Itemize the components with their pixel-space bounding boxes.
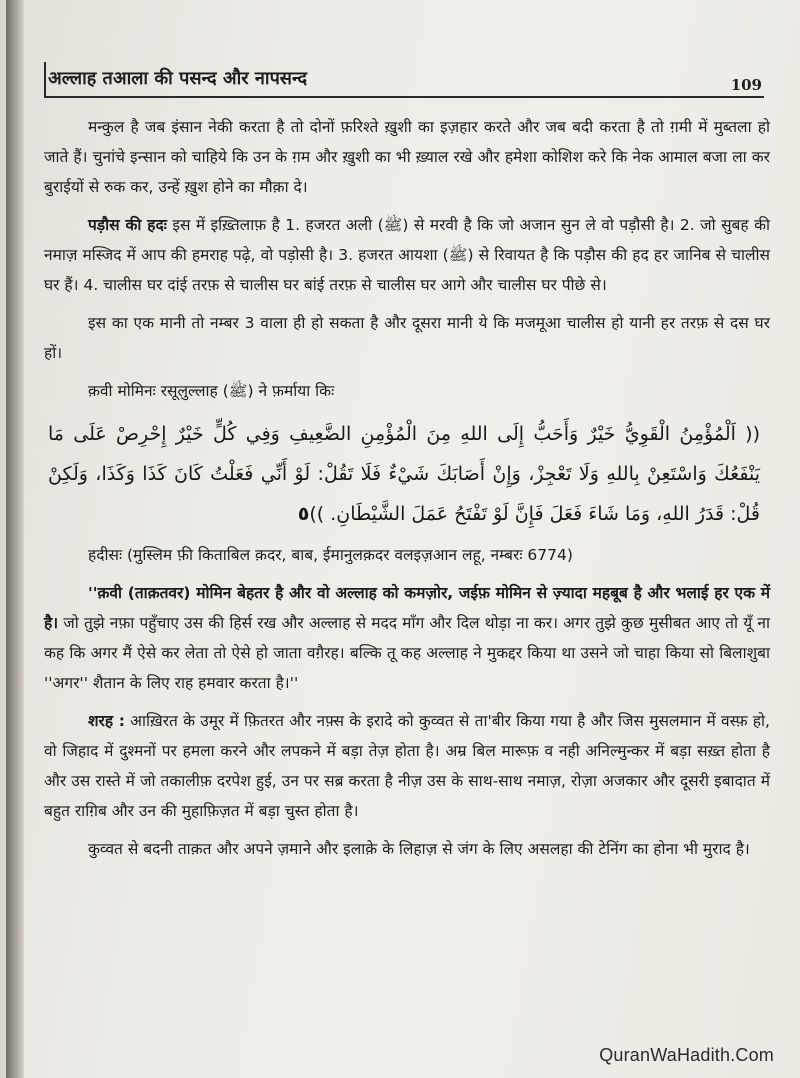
site-watermark: QuranWaHadith.Com — [599, 1045, 774, 1065]
neighbour-limit-heading: पड़ौस की हदः — [88, 216, 167, 234]
paragraph-narration: मन्कुल है जब इंसान नेकी करता है तो दोनों फ़रिश्ते ख़ुशी का इज़हार करते और जब बदी करता है तो ग़मी में मुब्तला हो जाते हैं। चुनांचे इन्सान को चाहिये कि उन के ग़म और ख़ुशी का भी ख़्याल रखे और हमेशा कोशिश करे कि नेक आमाल बजा ला कर बुराईयों से रुक कर, उन्हें ख़ुश होने का मौक़ा दे। — [44, 118, 770, 196]
explanation-heading: शरह : — [88, 712, 125, 730]
paragraph-meaning: इस का एक मानी तो नम्बर 3 वाला ही हो सकता है और दूसरा मानी ये कि मजमूआ चालीस हो यानी हर तरफ़ से दस घर हों। — [44, 314, 770, 362]
page-header — [44, 58, 764, 98]
paragraph-strength-meaning: कुव्वत से बदनी ताक़त और अपने ज़माने और इलाक़े के लिहाज़ से जंग के लिए असलहा की टेनिंग का होना भी मुराद है। — [88, 840, 750, 858]
paragraph-strong-believer-intro: क़वी मोमिनः रसूलुल्लाह (ﷺ) ने फ़र्माया किः — [88, 382, 335, 400]
translation-text: जो तुझे नफ़ा पहुँचाए उस की हिर्स रख और अल्लाह से मदद माँग और दिल थोड़ा ना कर। अगर तुझे कुछ मुसीबत आए तो यूँ ना कह कि अगर मैं ऐसे कर लेता तो ऐसे हो जाता वग़ैरह। बल्कि तू कह अल्लाह ने मुकद्दर किया था उसने जो चाहा किया सो बिलाशुबा ''अगर'' शैतान के लिए राह हमवार करता है।'' — [44, 614, 770, 692]
chapter-title: अल्लाह तआला की पसन्द और नापसन्द — [48, 68, 308, 89]
header-rule-vertical — [44, 62, 46, 96]
explanation-text: आख़िरत के उमूर में फ़ितरत और नफ़्स के इरादे को कुव्वत से ता'बीर किया गया है और जिस मुसलमान में वस्फ़ हो, वो जिहाद में दुश्मनों पर हमला करने और लपकने में बड़ा तेज़ होता है। अम्र बिल मारूफ़ व नही अनिल्मुन्कर में बड़ा सख़्त होता है और उस रास्ते में जो तकालीफ़ दरपेश हुई, उन पर सब्र करता है नीज़ उस के साथ-साथ नमाज़, रोज़ा अजकार और दूसरी इबादात में बहुत राग़िब और उन की मुहाफ़िज़त में बड़ा चुस्त होता है। — [44, 712, 770, 820]
paragraph-explanation — [44, 706, 770, 826]
arabic-hadith-text — [48, 414, 760, 534]
neighbour-limit-text: इस में इख़्तिलाफ़ है 1. हजरत अली (ﷺ) से मरवी है कि जो अजान सुन ले वो पड़ौसी है। 2. जो सुबह की नमाज़ मस्जिद में आप की हमराह पढ़े, वो पड़ोसी है। 3. हजरत आयशा (ﷺ) से रिवायत है कि पड़ौस की हद हर जानिब से चालीस घर हैं। 4. चालीस घर दांई तरफ़ से चालीस घर बांई तरफ़ से चालीस घर आगे और चालीस घर पीछे से। — [44, 216, 771, 294]
arabic-end-mark: ٥ — [297, 503, 310, 525]
paragraph-translation — [44, 578, 770, 698]
paragraph-neighbour-limit — [44, 210, 770, 300]
translation-bold-lead: ''क़वी (ताक़तवर) मोमिन बेहतर है और वो अल्लाह को कमज़ोर, जईफ़ मोमिन से ज़्यादा महबूब है और भलाई हर एक में है। — [44, 584, 770, 632]
book-spine-shadow — [6, 0, 24, 1078]
book-page — [6, 0, 800, 1078]
hadith-reference: हदीसः (मुस्लिम फ़ी किताबिल क़दर, बाब, ईमानुलक़दर वलइज़आन लहू, नम्बरः 6774) — [88, 546, 573, 564]
arabic-hadith-body: (( اَلْمُؤْمِنُ الْقَوِيُّ خَيْرٌ وَأَحَبُّ إِلَى اللهِ مِنَ الْمُؤْمِنِ الضَّعِيفِ وَفِي كُلٍّ خَيْرٌ إِحْرِصْ عَلَى مَا يَنْفَعُكَ وَاسْتَعِنْ بِاللهِ وَلَا تَعْجِزْ، وَإِنْ أَصَابَكَ شَيْءٌ فَلَا تَقُلْ: لَوْ أَنِّي فَعَلْتُ كَانَ كَذَا وَكَذَا، وَلَكِنْ قُلْ: قَدَرُ اللهِ، وَمَا شَاءَ فَعَلَ فَإِنَّ لَوْ تَفْتَحُ عَمَلَ الشَّيْطَانِ. )) — [48, 423, 760, 525]
page-number: 109 — [730, 76, 762, 94]
page-body — [44, 112, 770, 872]
header-rule-horizontal — [44, 96, 764, 98]
